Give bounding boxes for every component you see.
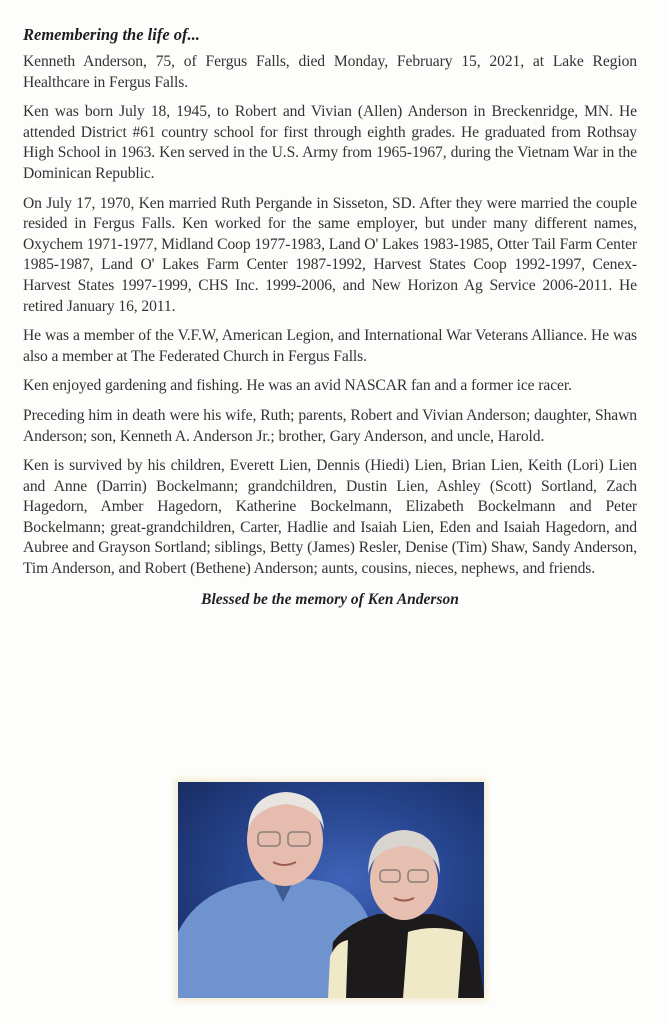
paragraph-survived-by: Ken is survived by his children, Everett Lien, Dennis (Hiedi) Lien, Brian Lien, Keith (Lori) Lien and Anne (Darrin) Bockelmann; grandchildren, Dustin Lien, Ashley (Scott) Sortland, Zach Hagedorn, Amber Hagedorn, Katherine Bockelmann, Elizabeth Bockelmann and Peter Bockelmann; great-grandchildren, Carter, Hadlie and Isaiah Lien, Eden and Isaiah Hagedorn, and Aubree and Grayson Sortland; siblings, Betty (James) Resler, Denise (Tim) Shaw, Sandy Anderson, Tim Anderson, and Robert (Bethene) Anderson; aunts, cousins, nieces, nephews, and friends. [23,457,637,578]
couple-photo [178,782,484,998]
paragraph-death-notice: Kenneth Anderson, 75, of Fergus Falls, died Monday, February 15, 2021, at Lake Region Healthcare in Fergus Falls. [23,53,637,91]
paragraph-marriage-career: On July 17, 1970, Ken married Ruth Pergande in Sisseton, SD. After they were married the couple resided in Fergus Falls. Ken worked for the same employer, but under many different names, Oxychem 1971-1977, Midland Coop 1977-1983, Land O' Lakes 1983-1985, Otter Tail Farm Center 1985-1987, Land O' Lakes Farm Center 1987-1992, Harvest States Coop 1992-1997, Cenex-Harvest States 1997-1999, CHS Inc. 1999-2006, and New Horizon Ag Service 2006-2011. He retired January 16, 2011. [23,194,637,315]
obituary-heading: Remembering the life of... [23,25,200,44]
paragraph-early-life: Ken was born July 18, 1945, to Robert and Vivian (Allen) Anderson in Breckenridge, MN. He attended District #61 country school for first through eighth grades. He graduated from Rothsay High School in 1963. Ken served in the U.S. Army from 1965-1967, during the Vietnam War in the Dominican Republic. [23,103,637,182]
paragraph-preceded-in-death: Preceding him in death were his wife, Ruth; parents, Robert and Vivian Anderson; daughter, Shawn Anderson; son, Kenneth A. Anderson Jr.; brother, Gary Anderson, and uncle, Harold. [23,406,637,445]
photo-frame [178,782,484,998]
closing-line: Blessed be the memory of Ken Anderson [201,590,459,608]
paragraph-hobbies: Ken enjoyed gardening and fishing. He was an avid NASCAR fan and a former ice racer. [23,377,572,395]
couple-photo-illustration [178,782,484,998]
obituary-text [23,24,637,611]
paragraph-memberships: He was a member of the V.F.W, American Legion, and International War Veterans Alliance. He was also a member at The Federated Church in Fergus Falls. [23,327,637,365]
woman-top-light [403,928,463,998]
